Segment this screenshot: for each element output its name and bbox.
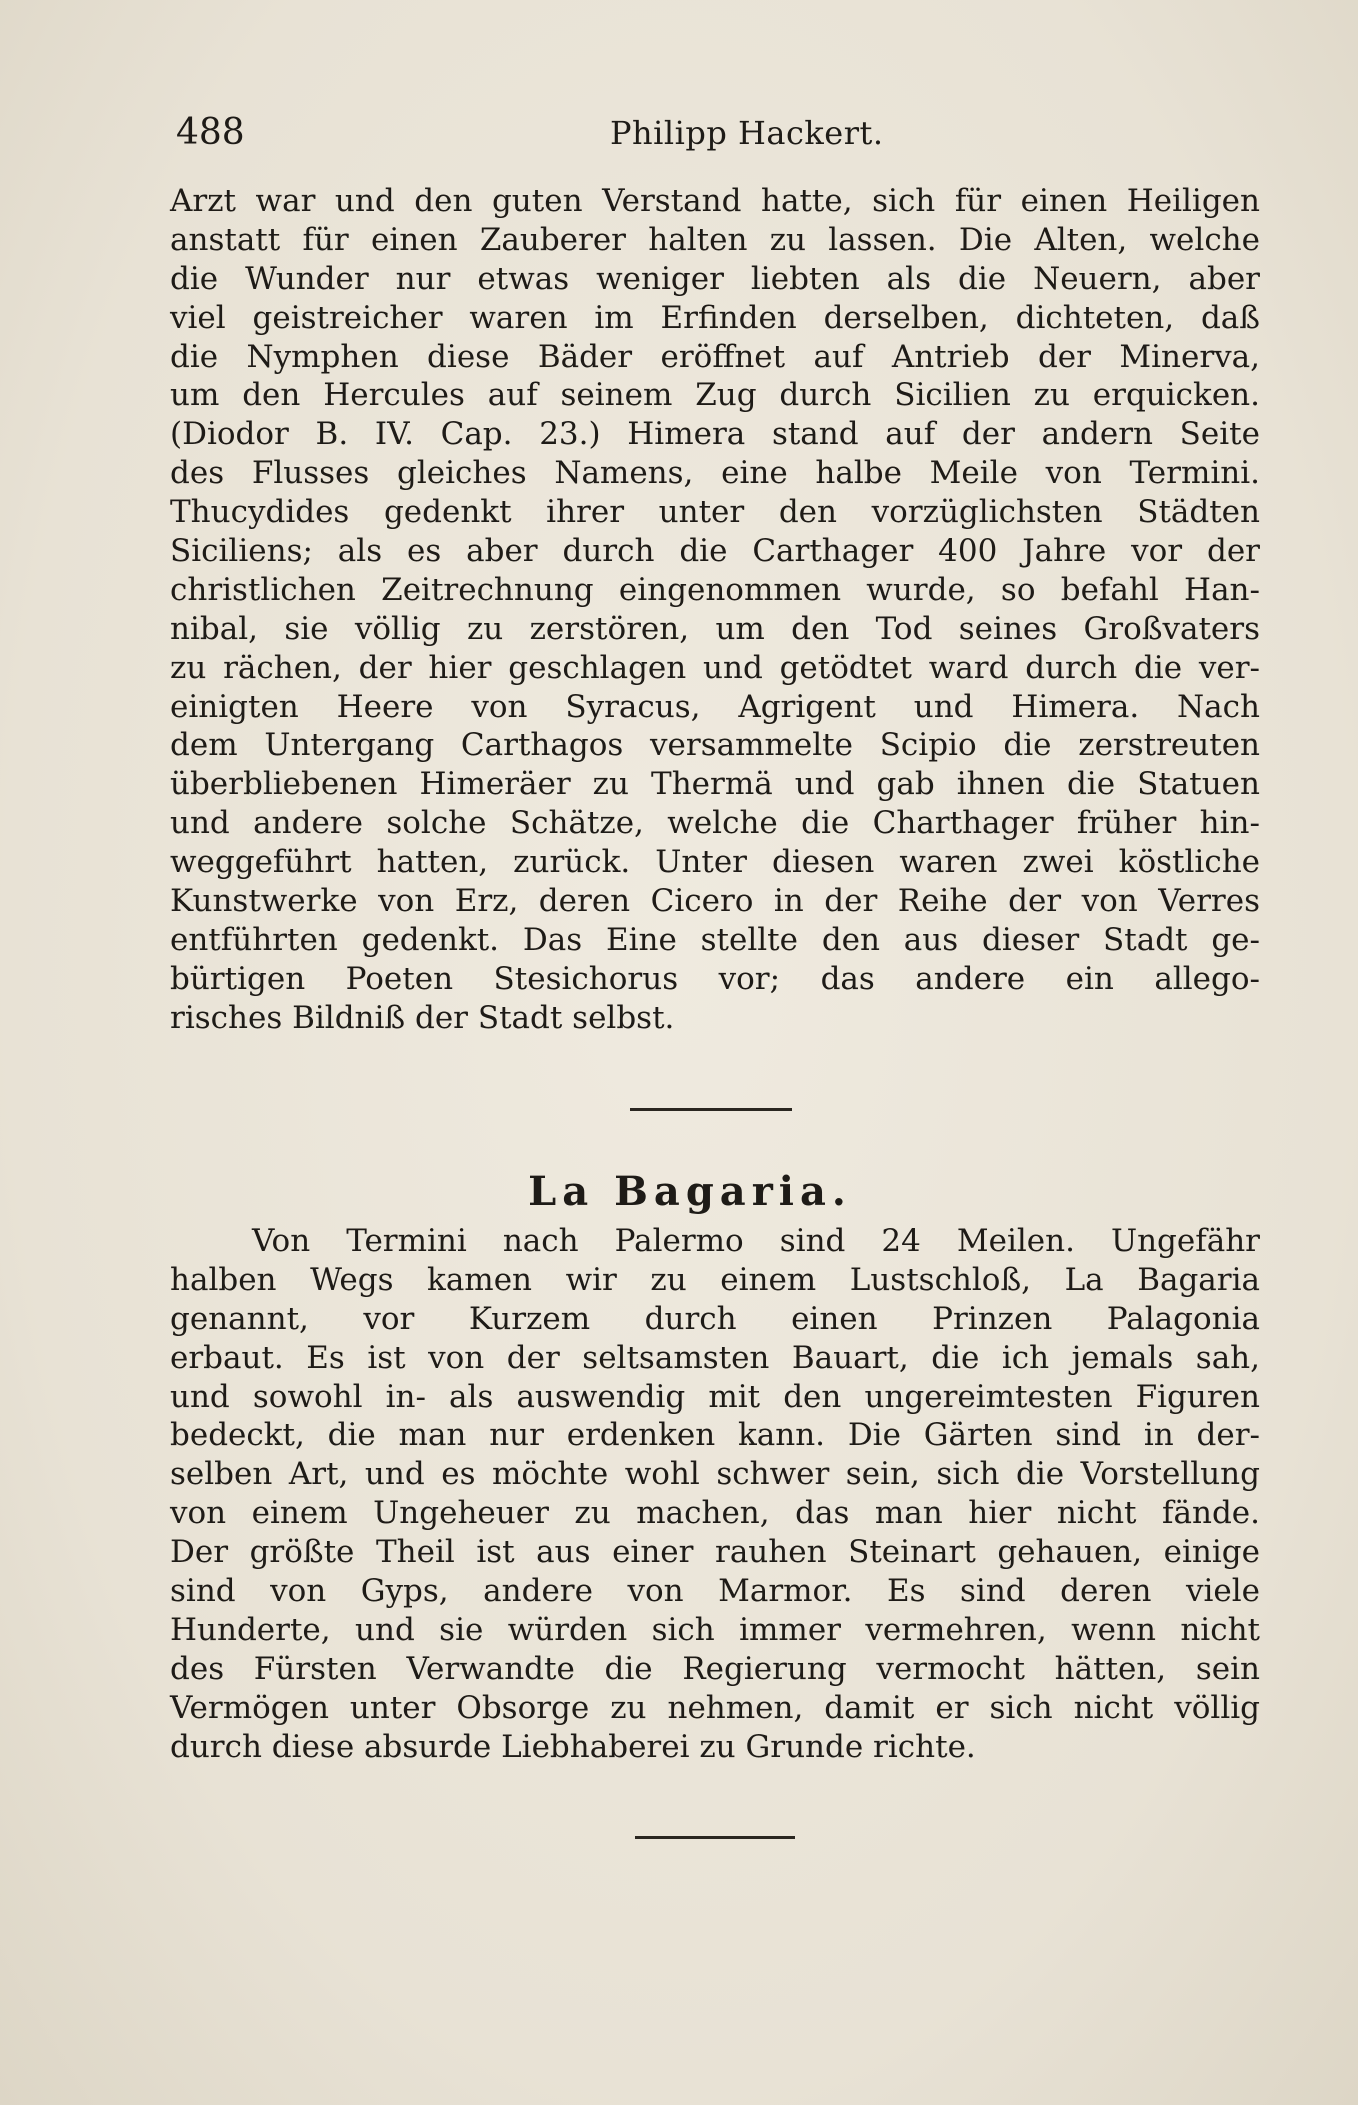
end-divider	[635, 1836, 795, 1839]
text-line: bedeckt, die man nur erdenken kann. Die Gärten sind in der-	[170, 1417, 1260, 1454]
text-line: durch diese absurde Liebhaberei zu Grunde richte.	[170, 1728, 976, 1765]
text-line: die Nymphen diese Bäder eröffnet auf Antrieb der Minerva,	[170, 338, 1260, 375]
text-line: zu rächen, der hier geschlagen und getödtet ward durch die ver-	[170, 649, 1260, 686]
text-line: halben Wegs kamen wir zu einem Lustschloß, La Bagaria	[170, 1261, 1260, 1298]
text-line: Der größte Theil ist aus einer rauhen Steinart gehauen, einige	[170, 1534, 1260, 1571]
running-head	[176, 108, 1176, 158]
text-line: des Flusses gleiches Namens, eine halbe Meile von Termini.	[170, 455, 1260, 492]
text-line: und sowohl in- als auswendig mit den ungereimtesten Figuren	[170, 1378, 1260, 1415]
text-line: Von Termini nach Palermo sind 24 Meilen. Ungefähr	[252, 1223, 1260, 1259]
text-line: einigten Heere von Syracus, Agrigent und Himera. Nach	[170, 688, 1260, 725]
text-line: überbliebenen Himeräer zu Thermä und gab ihnen die Statuen	[170, 766, 1260, 803]
text-line: christlichen Zeitrechnung eingenommen wurde, so befahl Han-	[170, 571, 1260, 608]
text-line: weggeführt hatten, zurück. Unter diesen waren zwei köstliche	[170, 844, 1260, 881]
text-line: um den Hercules auf seinem Zug durch Sicilien zu erquicken.	[170, 377, 1260, 414]
text-line: des Fürsten Verwandte die Regierung vermocht hätten, sein	[170, 1650, 1260, 1687]
text-line: risches Bildniß der Stadt selbst.	[170, 999, 675, 1036]
text-line: Thucydides gedenkt ihrer unter den vorzüglichsten Städten	[170, 494, 1260, 531]
section-divider	[630, 1108, 792, 1111]
text-line: Vermögen unter Obsorge zu nehmen, damit er sich nicht völlig	[170, 1689, 1260, 1726]
text-line: sind von Gyps, andere von Marmor. Es sind deren viele	[170, 1573, 1260, 1610]
text-line: selben Art, und es möchte wohl schwer sein, sich die Vorstellung	[170, 1456, 1260, 1493]
running-title: Philipp Hackert.	[610, 114, 884, 152]
text-line: (Diodor B. IV. Cap. 23.) Himera stand auf der andern Seite	[170, 416, 1260, 453]
paragraph-himera	[170, 182, 1260, 1038]
text-line: Arzt war und den guten Verstand hatte, sich für einen Heiligen	[170, 183, 1260, 219]
page-number: 488	[176, 112, 245, 153]
text-line: von einem Ungeheuer zu machen, das man hier nicht fände.	[170, 1495, 1260, 1532]
text-line: dem Untergang Carthagos versammelte Scipio die zerstreuten	[170, 727, 1260, 764]
section-heading: La Bagaria.	[528, 1168, 852, 1215]
text-line: bürtigen Poeten Stesichorus vor; das andere ein allego-	[170, 960, 1260, 997]
paragraph-bagaria	[170, 1222, 1260, 1766]
text-line: Hunderte, und sie würden sich immer vermehren, wenn nicht	[170, 1611, 1260, 1648]
text-line: erbaut. Es ist von der seltsamsten Bauart, die ich jemals sah,	[170, 1339, 1260, 1376]
text-line: entführten gedenkt. Das Eine stellte den aus dieser Stadt ge-	[170, 921, 1260, 958]
text-line: nibal, sie völlig zu zerstören, um den Tod seines Großvaters	[170, 610, 1260, 647]
text-line: viel geistreicher waren im Erfinden derselben, dichteten, daß	[170, 299, 1260, 336]
text-line: genannt, vor Kurzem durch einen Prinzen Palagonia	[170, 1300, 1260, 1337]
text-line: Siciliens; als es aber durch die Carthager 400 Jahre vor der	[170, 533, 1260, 570]
text-line: die Wunder nur etwas weniger liebten als die Neuern, aber	[170, 260, 1260, 297]
text-line: Kunstwerke von Erz, deren Cicero in der Reihe der von Verres	[170, 883, 1260, 920]
text-line: anstatt für einen Zauberer halten zu lassen. Die Alten, welche	[170, 221, 1260, 258]
text-line: und andere solche Schätze, welche die Charthager früher hin-	[170, 805, 1260, 842]
